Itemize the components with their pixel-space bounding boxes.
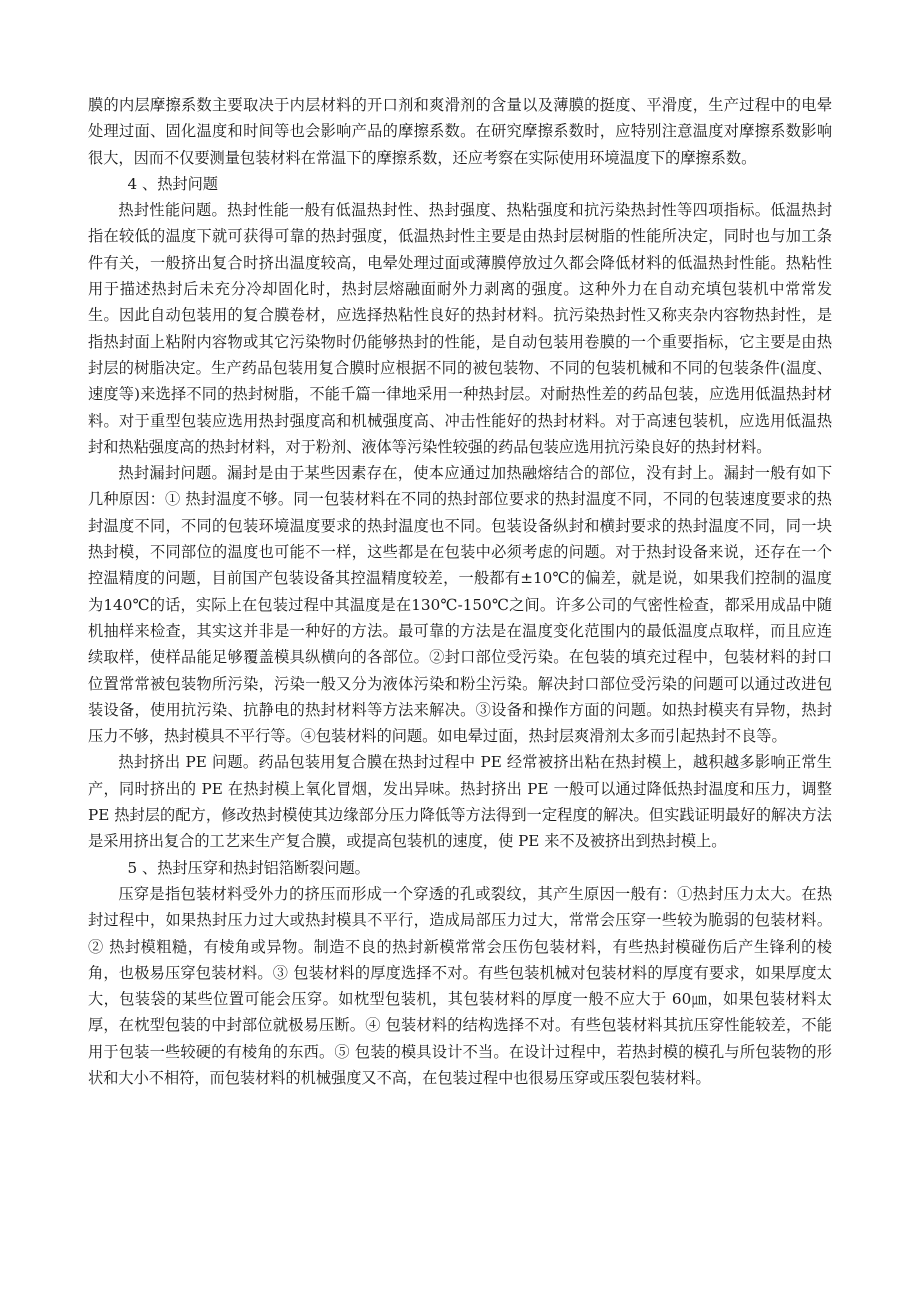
paragraph-friction-coefficient: 膜的内层摩擦系数主要取决于内层材料的开口剂和爽滑剂的含量以及薄膜的挺度、平滑度，生产过程中的电晕处理过面、固化温度和时间等也会影响产品的摩擦系数。在研究摩擦系数时，应特别注意温度对摩擦系数影响很大，因而不仅要测量包装材料在常温下的摩擦系数，还应考察在实际使用环境温度下的摩擦系数。: [88, 96, 832, 167]
section-heading-heat-seal: 4 、热封问题: [127, 174, 218, 193]
paragraph-heat-seal-performance: 热封性能问题。热封性能一般有低温热封性、热封强度、热粘强度和抗污染热封性等四项指标。低温热封指在较低的温度下就可获得可靠的热封强度，低温热封性主要是由热封层树脂的性能所决定，同时也与加工条件有关，一般挤出复合时挤出温度较高，电晕处理过面或薄膜停放过久都会降低材料的低温热封性能。热粘性用于描述热封后未充分冷却固化时，热封层熔融面耐外力剥离的强度。这种外力在自动充填包装机中常常发生。因此自动包装用的复合膜卷材，应选择热粘性良好的热封材料。抗污染热封性又称夹杂内容物热封性，是指热封面上粘附内容物或其它污染物时仍能够热封的性能，是自动包装用卷膜的一个重要指标，它主要是由热封层的树脂决定。生产药品包装用复合膜时应根据不同的被包装物、不同的包装机械和不同的包装条件(温度、速度等)来选择不同的热封树脂，不能千篇一律地采用一种热封层。对耐热性差的药品包装，应选用低温热封材料。对于重型包装应选用热封强度高和机械强度高、冲击性能好的热封材料。对于高速包装机，应选用低温热封和热粘强度高的热封材料，对于粉剂、液体等污染性较强的药品包装应选用抗污染良好的热封材料。: [88, 201, 832, 456]
section-heading-puncture: 5 、热封压穿和热封铝箔断裂问题。: [127, 858, 370, 877]
document-page: [88, 92, 832, 1091]
paragraph-puncture-causes: 压穿是指包装材料受外力的挤压而形成一个穿透的孔或裂纹，其产生原因一般有：①热封压力太大。在热封过程中，如果热封压力过大或热封模具不平行，造成局部压力过大，常常会压穿一些较为脆弱的包装材料。② 热封模粗糙，有棱角或异物。制造不良的热封新模常常会压伤包装材料，有些热封模碰伤后产生锋利的棱角，也极易压穿包装材料。③ 包装材料的厚度选择不对。有些包装机械对包装材料的厚度有要求，如果厚度太大，包装袋的某些位置可能会压穿。如枕型包装机，其包装材料的厚度一般不应大于 60㎛，如果包装材料太厚，在枕型包装的中封部位就极易压断。④ 包装材料的结构选择不对。有些包装材料其抗压穿性能较差，不能用于包装一些较硬的有棱角的东西。⑤ 包装的模具设计不当。在设计过程中，若热封模的模孔与所包装物的形状和大小不相符，而包装材料的机械强度又不高，在包装过程中也很易压穿或压裂包装材料。: [88, 884, 832, 1087]
paragraph-pe-extrusion: 热封挤出 PE 问题。药品包装用复合膜在热封过程中 PE 经常被挤出粘在热封模上，越积越多影响正常生产，同时挤出的 PE 在热封模上氧化冒烟，发出异味。热封挤出 PE 一般可以通过降低热封温度和压力，调整 PE 热封层的配方，修改热封模使其边缘部分压力降低等方法得到一定程度的解决。但实践证明最好的解决方法是采用挤出复合的工艺来生产复合膜，或提高包装机的速度，使 PE 来不及被挤出到热封模上。: [88, 753, 832, 851]
paragraph-seal-leakage: 热封漏封问题。漏封是由于某些因素存在，使本应通过加热融熔结合的部位，没有封上。漏封一般有如下几种原因：① 热封温度不够。同一包装材料在不同的热封部位要求的热封温度不同，不同的包装速度要求的热封温度不同，不同的包装环境温度要求的热封温度也不同。包装设备纵封和横封要求的热封温度不同，同一块热封模，不同部位的温度也可能不一样，这些都是在包装中必须考虑的问题。对于热封设备来说，还存在一个控温精度的问题，目前国产包装设备其控温精度较差，一般都有±10℃的偏差，就是说，如果我们控制的温度为140℃的话，实际上在包装过程中其温度是在130℃-150℃之间。许多公司的气密性检查，都采用成品中随机抽样来检查，其实这并非是一种好的方法。最可靠的方法是在温度变化范围内的最低温度点取样，而且应连续取样，使样品能足够覆盖模具纵横向的各部位。②封口部位受污染。在包装的填充过程中，包装材料的封口位置常常被包装物所污染，污染一般又分为液体污染和粉尘污染。解决封口部位受污染的问题可以通过改进包装设备，使用抗污染、抗静电的热封材料等方法来解决。③设备和操作方面的问题。如热封模夹有异物，热封压力不够，热封模具不平行等。④包装材料的问题。如电晕过面，热封层爽滑剂太多而引起热封不良等。: [88, 464, 832, 746]
